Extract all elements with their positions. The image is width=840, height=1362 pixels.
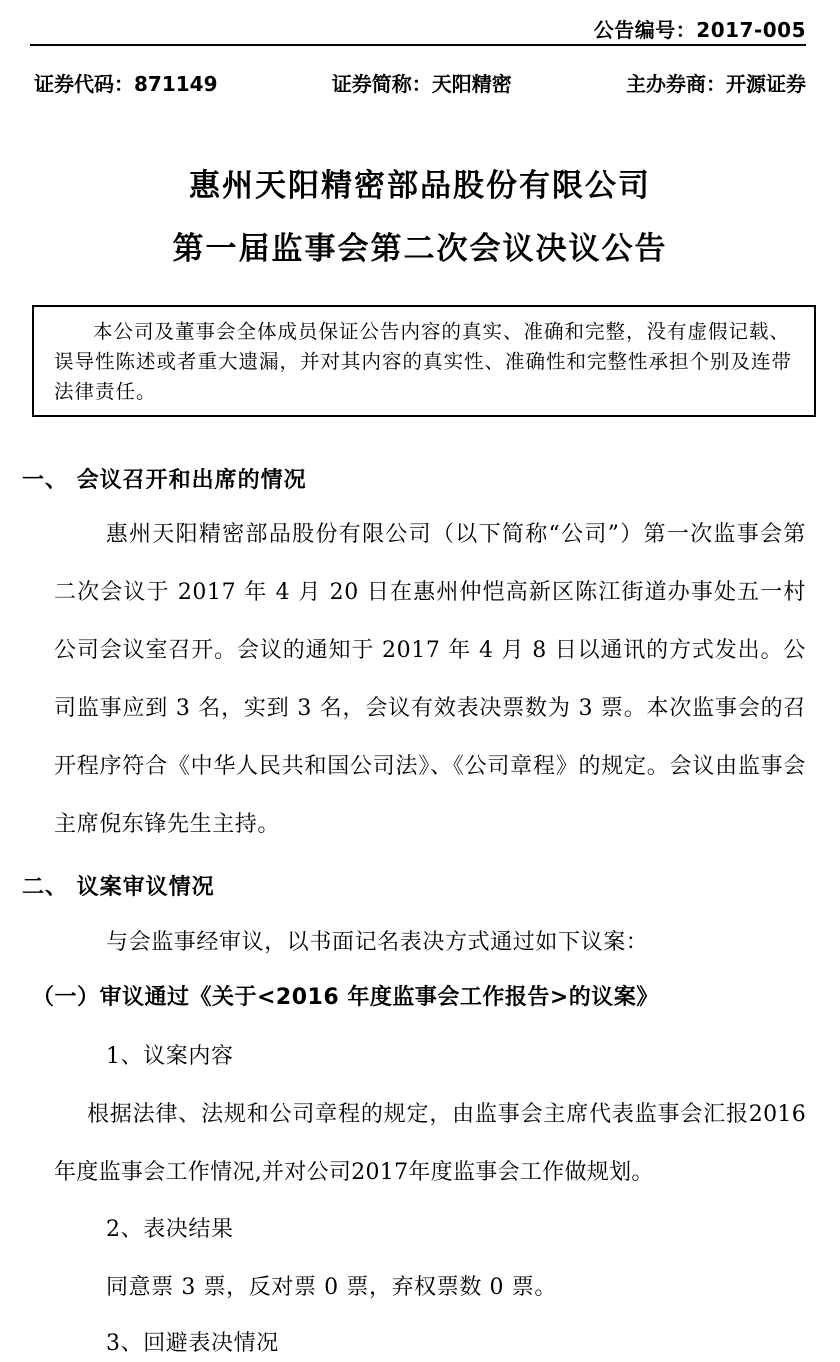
meeting-paragraph: 惠州天阳精密部品股份有限公司（以下简称“公司”）第一次监事会第二次会议于 2017 年 4 月 20 日在惠州仲恺高新区陈江街道办事处五一村公司会议室召开。会议的通知于 2017 年 4 月 8 日以通讯的方式发出。公司监事应到 3 名，实到 3 名，会议有效表决票数为 3 票。本次监事会的召开程序符合《中华人民共和国公司法》、《公司章程》的规定。会议由监事会主席倪东锋先生主持。 [54,522,806,837]
announcement-number: 公告编号：2017-005 [593,18,806,42]
announcement-title: 第一届监事会第二次会议决议公告 [172,231,668,267]
sponsor-broker: 主办券商：开源证券 [626,72,806,96]
vote-result-label: 2、表决结果 [106,1217,234,1242]
motion-title: （一）审议通过《关于<2016 年度监事会工作报告>的议案》 [32,985,659,1010]
company-title: 惠州天阳精密部品股份有限公司 [189,168,651,204]
security-info-row [34,68,806,97]
motion-content: 根据法律、法规和公司章程的规定，由监事会主席代表监事会汇报2016年度监事会工作情况,并对公司2017年度监事会工作做规划。 [54,1102,806,1185]
section-heading-meeting: 一、 会议召开和出席的情况 [22,468,307,493]
header-rule [30,44,806,46]
vote-result: 同意票 3 票，反对票 0 票，弃权票数 0 票。 [106,1275,557,1300]
security-abbreviation: 证券简称：天阳精密 [331,72,512,96]
motions-intro: 与会监事经审议，以书面记名表决方式通过如下议案： [106,930,649,955]
disclaimer-box: 本公司及董事会全体成员保证公告内容的真实、准确和完整，没有虚假记载、误导性陈述或者重大遗漏，并对其内容的真实性、准确性和完整性承担个别及连带法律责任。 [32,305,816,417]
section-heading-motions: 二、 议案审议情况 [22,875,215,900]
motion-content-label: 1、议案内容 [106,1044,234,1069]
security-code: 证券代码：871149 [34,72,218,96]
recusal-label: 3、回避表决情况 [106,1331,279,1356]
